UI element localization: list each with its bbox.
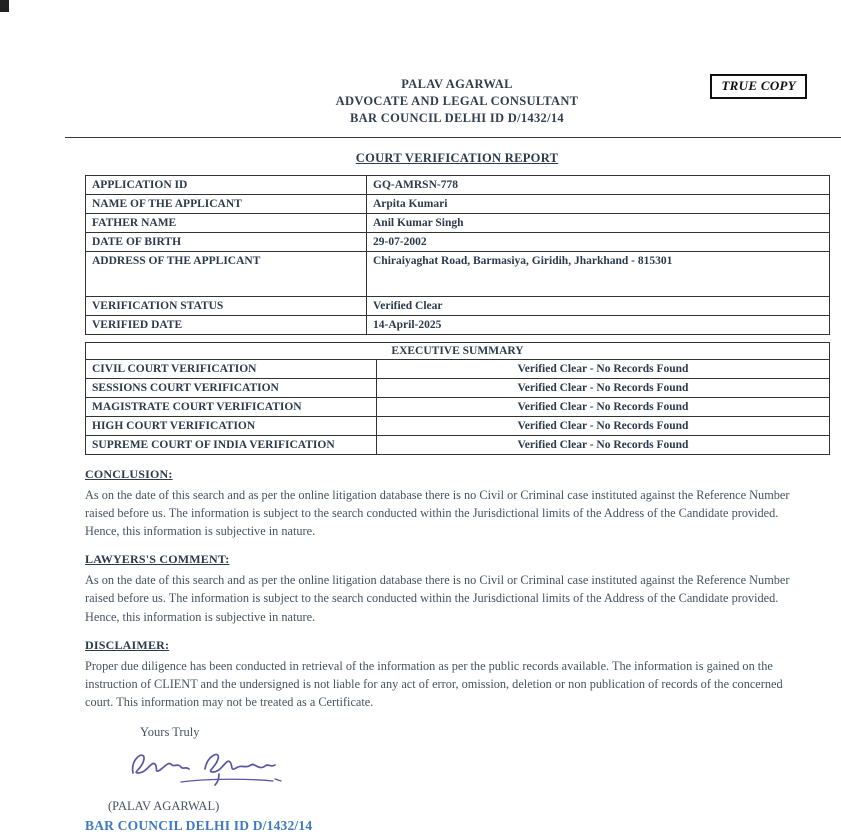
court-result: Verified Clear - No Records Found [377, 359, 830, 378]
section-disclaimer [85, 638, 811, 712]
table-row [86, 435, 830, 454]
field-label: ADDRESS OF THE APPLICANT [86, 251, 367, 296]
section-body: As on the date of this search and as per the online litigation database there is no Civil or Criminal case instituted against the Reference Number raised before us. The information is subject to the search conducted within the Jurisdictional limits of the Address of the Candidate provided. Hence, this information is subjective in nature. [85, 573, 790, 624]
section-body: Proper due diligence has been conducted in retrieval of the information as per the public records available. The information is gained on the instruction of CLIENT and the undersigned is not liable for any act of error, omission, deletion or non publication of records of the concerned court. This information may not be treated as a Certificate. [85, 658, 783, 710]
court-label: MAGISTRATE COURT VERIFICATION [86, 397, 377, 416]
executive-summary-table [85, 342, 830, 455]
table-row [86, 232, 830, 251]
field-label: VERIFICATION STATUS [86, 296, 367, 315]
table-row [86, 397, 830, 416]
signature-block [85, 725, 841, 832]
signature-image [123, 746, 841, 795]
advocate-title: ADVOCATE AND LEGAL CONSULTANT [335, 93, 579, 108]
field-label: APPLICATION ID [86, 175, 367, 194]
report-title: COURT VERIFICATION REPORT [355, 150, 559, 165]
field-label: DATE OF BIRTH [86, 232, 367, 251]
section-body: As on the date of this search and as per the online litigation database there is no Civil or Criminal case instituted against the Reference Number raised before us. The information is subject to the search conducted within the Jurisdictional limits of the Address of the Candidate provided. Hence, this information is subjective in nature. [85, 487, 790, 538]
court-result: Verified Clear - No Records Found [377, 378, 830, 397]
table-row [86, 359, 830, 378]
table-row [86, 213, 830, 232]
court-label: SESSIONS COURT VERIFICATION [86, 378, 377, 397]
court-label: SUPREME COURT OF INDIA VERIFICATION [86, 435, 377, 454]
section-heading: LAWYERS'S COMMENT: [85, 552, 230, 567]
field-value: Anil Kumar Singh [367, 213, 830, 232]
field-label: FATHER NAME [86, 213, 367, 232]
table-row [86, 378, 830, 397]
field-label: VERIFIED DATE [86, 315, 367, 334]
court-result: Verified Clear - No Records Found [377, 435, 830, 454]
advocate-name: PALAV AGARWAL [401, 77, 513, 91]
table-row [86, 296, 830, 315]
signatory-bar-id: BAR COUNCIL DELHI ID D/1432/14 [85, 818, 313, 832]
table-row [86, 342, 830, 359]
signatory-name: (PALAV AGARWAL) [108, 799, 220, 814]
court-label: HIGH COURT VERIFICATION [86, 416, 377, 435]
advocate-bar-id: BAR COUNCIL DELHI ID D/1432/14 [350, 110, 564, 125]
section-heading: DISCLAIMER: [85, 637, 170, 652]
section-lawyers-comment [85, 552, 811, 626]
field-value: Arpita Kumari [367, 194, 830, 213]
field-value: GQ-AMRSN-778 [367, 175, 830, 194]
section-conclusion [85, 467, 811, 541]
table-row [86, 315, 830, 334]
scan-artifact [0, 0, 9, 12]
true-copy-label: TRUE COPY [721, 78, 796, 93]
letterhead [85, 0, 829, 127]
executive-summary-title: EXECUTIVE SUMMARY [86, 342, 830, 359]
field-value: Verified Clear [367, 296, 830, 315]
salutation: Yours Truly [140, 725, 200, 740]
field-value: Chiraiyaghat Road, Barmasiya, Giridih, Jharkhand - 815301 [367, 251, 830, 296]
section-heading: CONCLUSION: [85, 466, 173, 481]
header-divider [65, 137, 841, 138]
court-result: Verified Clear - No Records Found [377, 416, 830, 435]
applicant-info-table [85, 175, 830, 335]
court-result: Verified Clear - No Records Found [377, 397, 830, 416]
table-row [86, 251, 830, 296]
table-row [86, 175, 830, 194]
field-value: 14-April-2025 [367, 315, 830, 334]
field-label: NAME OF THE APPLICANT [86, 194, 367, 213]
field-value: 29-07-2002 [367, 232, 830, 251]
table-row [86, 416, 830, 435]
table-row [86, 194, 830, 213]
true-copy-stamp [710, 74, 807, 99]
court-label: CIVIL COURT VERIFICATION [86, 359, 377, 378]
